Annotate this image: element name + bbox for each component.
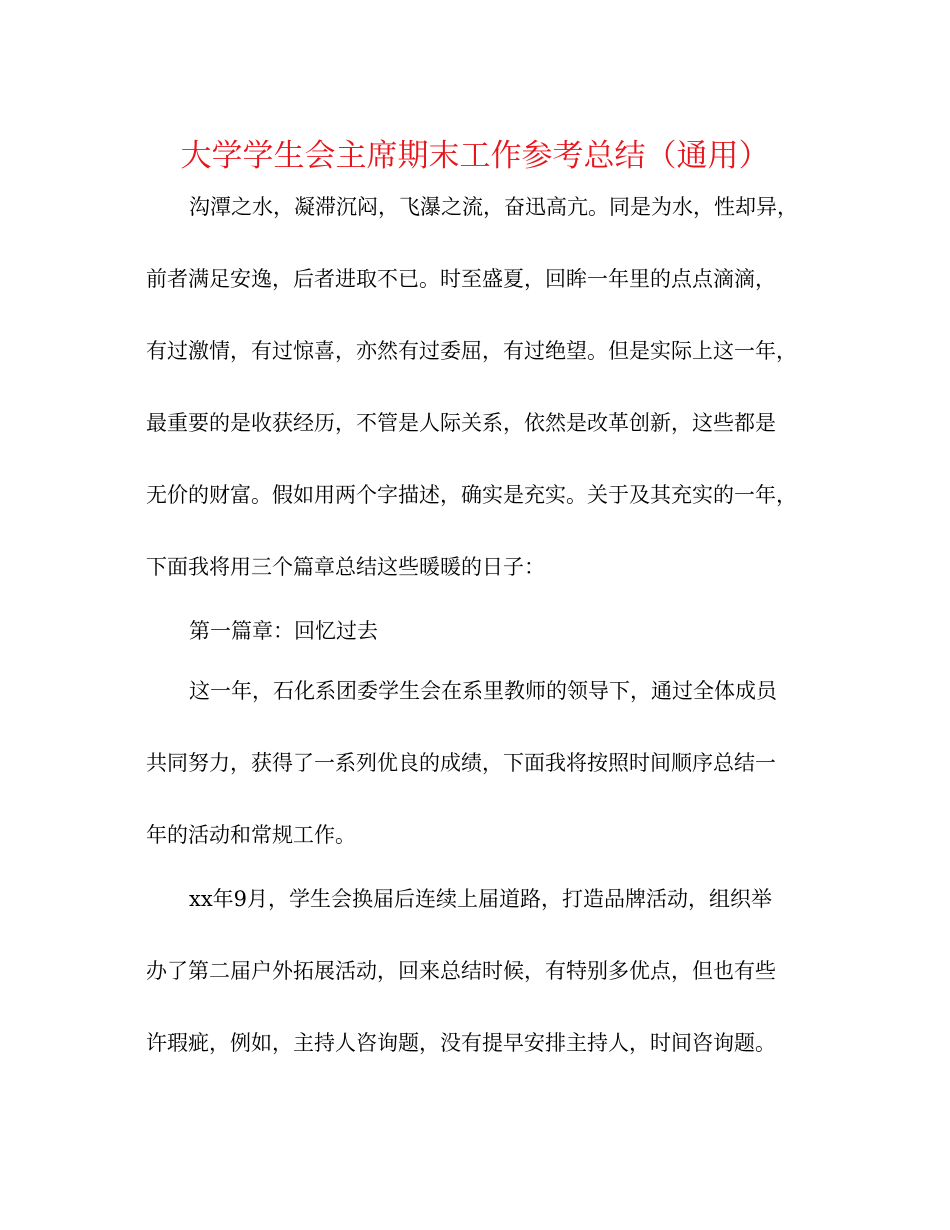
paragraph-line: 无价的财富。假如用两个字描述，确实是充实。关于及其充实的一年， bbox=[146, 483, 797, 507]
paragraph-line: 前者满足安逸，后者进取不已。时至盛夏，回眸一年里的点点滴滴， bbox=[146, 267, 776, 291]
paragraph-line: 最重要的是收获经历，不管是人际关系，依然是改革创新，这些都是 bbox=[146, 411, 776, 435]
paragraph-line: 许瑕疵，例如，主持人咨询题，没有提早安排主持人，时间咨询题。 bbox=[146, 1031, 776, 1055]
paragraph-line: 沟潭之水，凝滞沉闷，飞瀑之流，奋迅高亢。同是为水，性却异， bbox=[189, 195, 798, 219]
paragraph-line: 年的活动和常规工作。 bbox=[146, 823, 356, 847]
section-heading: 第一篇章：回忆过去 bbox=[189, 619, 378, 643]
paragraph-line: 这一年，石化系团委学生会在系里教师的领导下，通过全体成员 bbox=[189, 679, 777, 703]
paragraph-line: 有过激情，有过惊喜，亦然有过委屈，有过绝望。但是实际上这一年， bbox=[146, 339, 797, 363]
paragraph-line: 共同努力，获得了一系列优良的成绩，下面我将按照时间顺序总结一 bbox=[146, 751, 776, 775]
document-title: 大学学生会主席期末工作参考总结（通用） bbox=[180, 138, 770, 174]
paragraph-line: xx年9月，学生会换届后连续上届道路，打造品牌活动，组织举 bbox=[189, 887, 773, 911]
paragraph-line: 办了第二届户外拓展活动，回来总结时候，有特别多优点，但也有些 bbox=[146, 959, 776, 983]
paragraph-line: 下面我将用三个篇章总结这些暖暖的日子： bbox=[146, 555, 545, 579]
